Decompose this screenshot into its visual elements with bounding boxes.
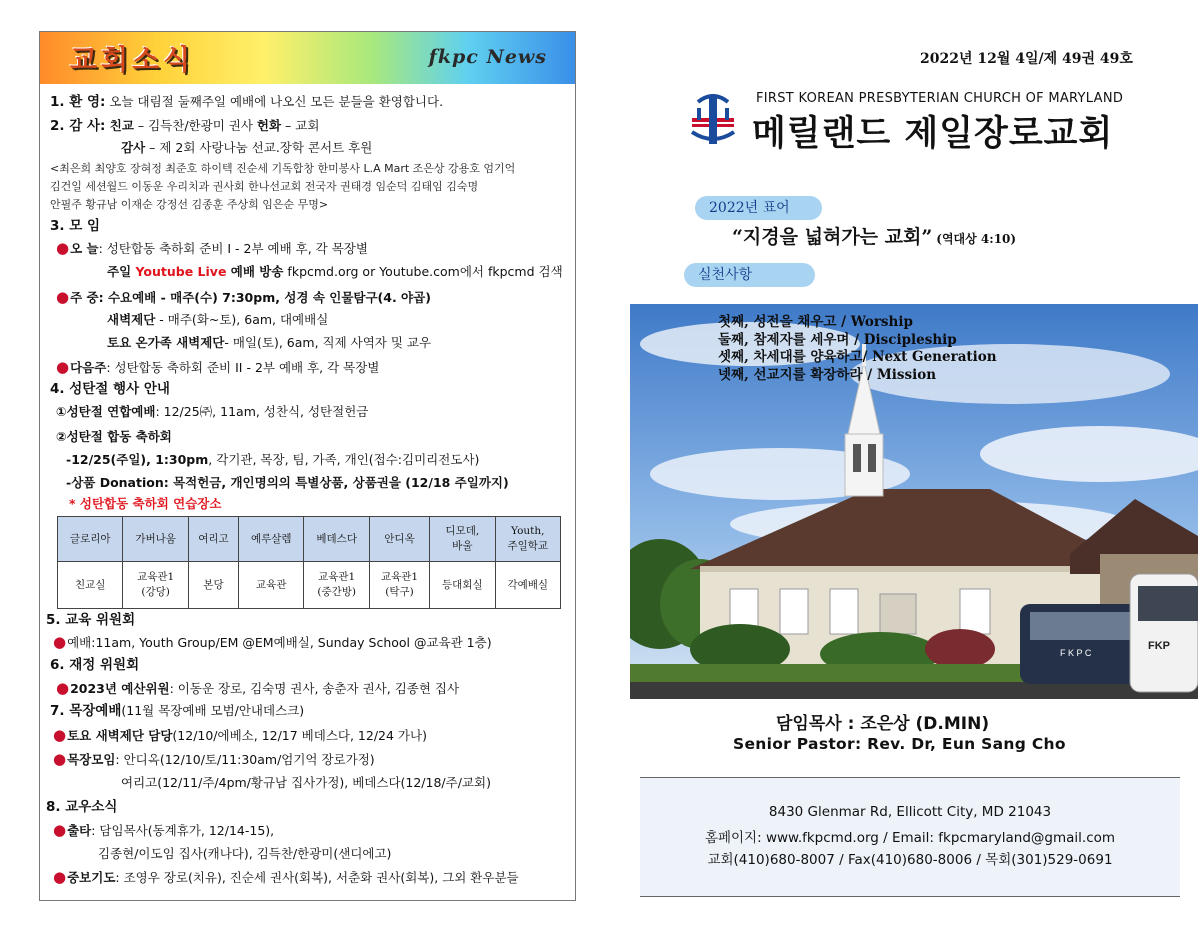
christmas-worship-line: ①성탄절 연합예배: 12/25㈜, 11am, 성찬식, 성탄절헌금 xyxy=(56,404,369,419)
cell-meeting-line-2: 여리고(12/11/주/4pm/황규남 집사가정), 베데스다(12/18/주/교회) xyxy=(121,775,491,790)
address-line: 8430 Glenmar Rd, Ellicott City, MD 21043 xyxy=(768,804,1052,820)
travel-line: ●출타: 담임목사(동계휴가, 12/14-15), xyxy=(53,821,275,839)
prayer-line: ●중보기도: 조영우 장로(치유), 진순세 권사(회복), 서춘화 권사(회복), 그외 환우분들 xyxy=(53,868,519,886)
practice-list xyxy=(718,314,997,384)
bullet-icon: ● xyxy=(56,239,70,257)
practice-item: 넷째, 선교지를 확장하라 / Mission xyxy=(718,366,937,383)
meeting-next-week: ●다음주: 성탄합동 축하회 준비 II - 2부 예배 후, 각 목장별 xyxy=(56,358,380,376)
practice-pill: 실천사항 xyxy=(684,263,815,287)
welcome-line: 1. 환 영: 오늘 대림절 둘째주일 예배에 나오신 모든 분들을 환영합니다. xyxy=(50,94,444,110)
celebration-date-line: -12/25(주일), 1:30pm, 각기관, 목장, 팀, 가족, 개인(접수:김미리전도사) xyxy=(66,452,480,467)
donor-list-3: 안필주 황규남 이재순 강정선 김종훈 주상희 임은순 무명> xyxy=(50,198,329,211)
web-email-line: 홈페이지: www.fkpcmd.org / Email: fkpcmaryland@gmail.com xyxy=(704,830,1116,846)
table-cell: 각예배실 xyxy=(495,562,560,609)
bullet-icon: ● xyxy=(53,750,67,768)
meeting-weekday: ●주 중: 수요예배 - 매주(수) 7:30pm, 성경 속 인물탐구(4. 야곱) xyxy=(56,288,431,306)
christmas-celebration-line: ②성탄절 합동 축하회 xyxy=(56,429,172,444)
table-header-cell: 디모데, 바울 xyxy=(430,517,495,562)
table-cell: 교육관1 (중간방) xyxy=(304,562,369,609)
bullet-icon: ● xyxy=(53,868,67,886)
church-cross-logo-icon xyxy=(688,94,738,146)
practice-item: 셋째, 차세대를 양육하고/ Next Generation xyxy=(718,349,997,365)
table-header-cell: 베데스다 xyxy=(304,517,369,562)
table-cell: 교육관1 (강당) xyxy=(123,562,188,609)
saturday-duty-line: ●토요 새벽제단 담당(12/10/에베소, 12/17 베데스다, 12/24 가나) xyxy=(53,726,427,744)
phone-line: 교회(410)680-8007 / Fax(410)680-8006 / 목회(301)529-0691 xyxy=(707,852,1113,868)
rehearsal-rooms-table xyxy=(57,516,561,609)
banner-title: 교회소식 xyxy=(70,43,195,76)
budget-committee-line: ●2023년 예산위원: 이동운 장로, 김숙명 권사, 송춘자 권사, 김종현 집사 xyxy=(56,679,460,697)
practice-item: 첫째, 성전을 채우고 / Worship xyxy=(718,314,913,330)
banner-subtitle: fkpc News xyxy=(428,46,547,68)
rehearsal-place-label: * 성탄합동 축하회 연습장소 xyxy=(69,496,222,511)
practice-item: 둘째, 참제자를 세우며 / Discipleship xyxy=(718,331,957,348)
table-header-cell: 글로리아 xyxy=(58,517,123,562)
table-cell: 등대회실 xyxy=(430,562,495,609)
church-news-panel xyxy=(39,31,576,901)
prize-donation-line: -상품 Donation: 목적헌금, 개인명의의 특별상품, 상품권을 (12/18 주일까지) xyxy=(66,475,509,490)
youtube-live-line: 주일 Youtube Live 예배 방송 fkpcmd.org or Youtube.com에서 fkpcmd 검색 xyxy=(107,264,563,279)
cell-group-heading: 7. 목장예배(11월 목장예배 모범/안내데스크) xyxy=(50,703,305,719)
table-header-row xyxy=(58,517,561,562)
news-banner xyxy=(40,32,575,84)
dawn-service-line: 새벽제단 - 매주(화~토), 6am, 대예배실 xyxy=(107,312,329,327)
table-cell: 친교실 xyxy=(58,562,123,609)
church-name-english: FIRST KOREAN PRESBYTERIAN CHURCH OF MARYLAND xyxy=(756,91,1124,106)
church-name-korean: 메릴랜드 제일장로교회 xyxy=(752,114,1114,154)
contact-box xyxy=(640,777,1180,897)
table-cell: 교육관1 (탁구) xyxy=(369,562,429,609)
table-header-cell: 여리고 xyxy=(188,517,238,562)
education-line: ●예배:11am, Youth Group/EM @EM예배실, Sunday School @교육관 1층) xyxy=(53,633,492,651)
issue-date: 2022년 12월 4일/제 49권 49호 xyxy=(920,51,1133,67)
table-header-cell: Youth, 주일학교 xyxy=(495,517,560,562)
bullet-icon: ● xyxy=(53,821,67,839)
meeting-today: ●오 늘: 성탄합동 축하회 준비 I - 2부 예배 후, 각 목장별 xyxy=(56,239,368,257)
thanks-concert-line: 감사 – 제 2회 사랑나눔 선교.장학 콘서트 후원 xyxy=(121,140,373,155)
bullet-icon: ● xyxy=(53,633,67,651)
table-header-cell: 가버나움 xyxy=(123,517,188,562)
table-cell: 본당 xyxy=(188,562,238,609)
member-news-heading: 8. 교우소식 xyxy=(46,799,118,815)
bullet-icon: ● xyxy=(53,726,67,744)
donor-list-2: 김건일 세션월드 이동운 우리치과 권사회 한나선교회 전국자 권태경 임순덕 김태임 김숙명 xyxy=(50,180,479,193)
christmas-heading: 4. 성탄절 행사 안내 xyxy=(50,381,170,397)
motto-text: “지경을 넓혀가는 교회” (역대상 4:10) xyxy=(732,226,1017,248)
bullet-icon: ● xyxy=(56,288,70,306)
table-row xyxy=(58,562,561,609)
motto-pill: 2022년 표어 xyxy=(695,196,822,220)
donor-list-1: <최은희 최양호 장혀정 최준호 하이텍 진순세 기독합창 한미봉사 L.A Mart 조은상 강용호 엄기억 xyxy=(50,162,516,175)
saturday-service-line: 토요 온가족 새벽제단- 매일(토), 6am, 직제 사역자 및 교우 xyxy=(107,335,432,350)
table-header-cell: 예루살렘 xyxy=(239,517,304,562)
education-heading: 5. 교육 위원회 xyxy=(46,612,136,628)
senior-pastor-english: Senior Pastor: Rev. Dr, Eun Sang Cho xyxy=(733,735,1066,753)
meetings-heading: 3. 모 임 xyxy=(50,218,101,234)
thanks-line: 2. 감 사: 친교 – 김득찬/한광미 권사 헌화 – 교회 xyxy=(50,118,320,134)
bullet-icon: ● xyxy=(56,679,70,697)
bullet-icon: ● xyxy=(56,358,70,376)
travel-line-2: 김종현/이도임 집사(캐나다), 김득찬/한광미(샌디에고) xyxy=(98,846,392,861)
finance-heading: 6. 재정 위원회 xyxy=(50,657,140,673)
motto-reference: (역대상 4:10) xyxy=(936,232,1017,246)
table-header-cell: 안디옥 xyxy=(369,517,429,562)
van-label: F K P C xyxy=(1060,648,1092,658)
cell-meeting-line: ●목장모임: 안디옥(12/10/토/11:30am/엄기억 장로가정) xyxy=(53,750,375,768)
svg-text:FKP: FKP xyxy=(1148,640,1170,652)
senior-pastor-korean: 담임목사 : 조은상 (D.MIN) xyxy=(776,714,990,734)
table-cell: 교육관 xyxy=(239,562,304,609)
